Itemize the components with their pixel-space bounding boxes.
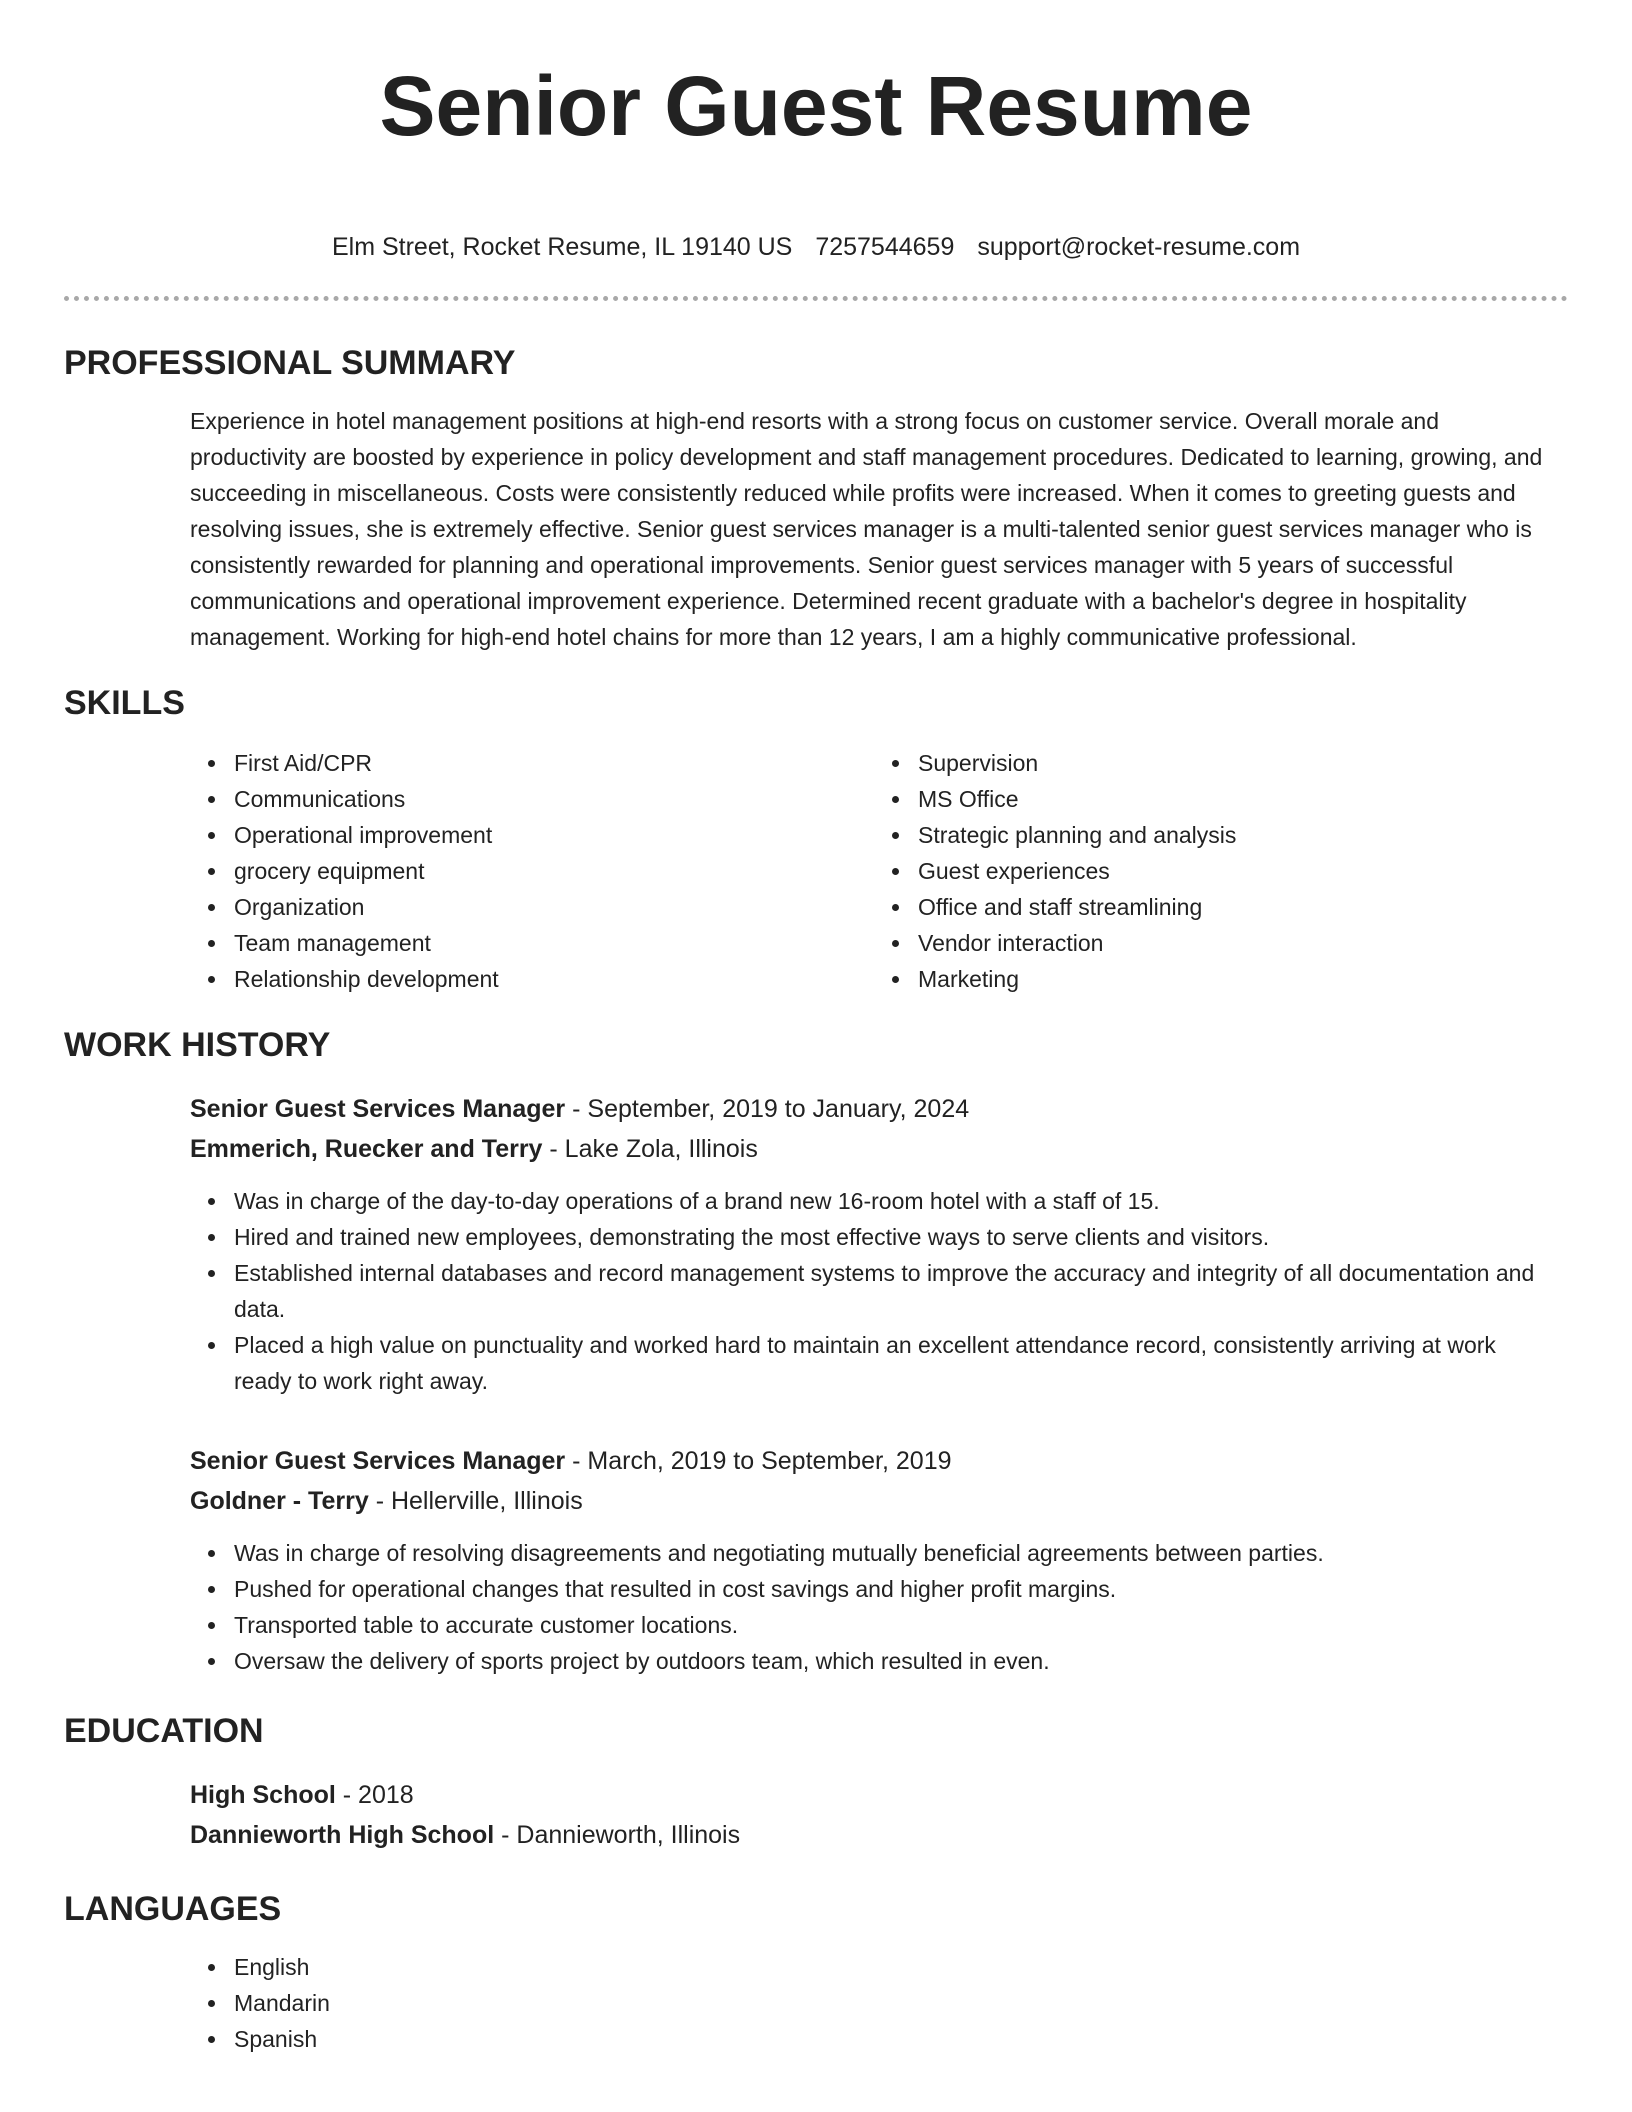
language-item: English [234, 1949, 1558, 1985]
summary-section [190, 403, 1558, 655]
resume-page [64, 0, 1568, 2057]
job-company: Emmerich, Ruecker and Terry [190, 1135, 543, 1163]
job-bullets [190, 1535, 1558, 1679]
language-item: Mandarin [234, 1985, 1558, 2021]
education-year: - 2018 [335, 1781, 414, 1809]
job-bullet: Hired and trained new employees, demonstrating the most effective ways to serve clients and visitors. [234, 1219, 1558, 1255]
contact-email: support@rocket-resume.com [977, 233, 1301, 261]
education-school: Dannieworth High School [190, 1821, 495, 1849]
job-role-line [190, 1441, 1558, 1481]
skill-item: Supervision [918, 745, 1558, 781]
skill-item: Marketing [918, 961, 1558, 997]
job-company-line [190, 1129, 1558, 1169]
skill-item: Team management [234, 925, 874, 961]
job-bullet: Was in charge of the day-to-day operations of a brand new 16-room hotel with a staff of 15. [234, 1183, 1558, 1219]
skills-column-left [190, 745, 874, 997]
job-bullet: Was in charge of resolving disagreements and negotiating mutually beneficial agreements between parties. [234, 1535, 1558, 1571]
languages-list [190, 1949, 1558, 2057]
job-entry [190, 1441, 1558, 1679]
job-location: - Hellerville, Illinois [368, 1487, 583, 1515]
job-location: - Lake Zola, Illinois [542, 1135, 758, 1163]
skills-column-right [874, 745, 1558, 997]
section-title-work-history: WORK HISTORY [64, 1026, 331, 1064]
contact-line [64, 232, 1568, 262]
section-title-languages: LANGUAGES [64, 1890, 282, 1928]
job-bullet: Placed a high value on punctuality and worked hard to maintain an excellent attendance record, consistently arriving at work ready to work right away. [234, 1327, 1558, 1399]
skill-item: Operational improvement [234, 817, 874, 853]
job-company-line [190, 1481, 1558, 1521]
section-title-education: EDUCATION [64, 1712, 264, 1750]
contact-address: Elm Street, Rocket Resume, IL 19140 US [331, 233, 793, 261]
job-company: Goldner - Terry [190, 1487, 369, 1515]
skill-item: Office and staff streamlining [918, 889, 1558, 925]
education-location: - Dannieworth, Illinois [494, 1821, 741, 1849]
skill-item: Strategic planning and analysis [918, 817, 1558, 853]
job-bullet: Oversaw the delivery of sports project by outdoors team, which resulted in even. [234, 1643, 1558, 1679]
language-item: Spanish [234, 2021, 1558, 2057]
skill-item: MS Office [918, 781, 1558, 817]
skill-item: Guest experiences [918, 853, 1558, 889]
skill-item: Communications [234, 781, 874, 817]
section-title-skills: SKILLS [64, 684, 185, 722]
skills-section [190, 745, 1558, 997]
job-bullets [190, 1183, 1558, 1399]
skill-item: Relationship development [234, 961, 874, 997]
education-degree: High School [190, 1781, 336, 1809]
skill-item: grocery equipment [234, 853, 874, 889]
header-divider [64, 296, 1568, 301]
job-role: Senior Guest Services Manager [190, 1095, 566, 1123]
languages-section [190, 1949, 1558, 2057]
summary-text: Experience in hotel management positions at high-end resorts with a strong focus on customer service. Overall morale and productivity are boosted by experience in policy development and staff management procedures. Dedicated to learning, growing, and succeeding in miscellaneous. Costs were consistently reduced while profits were increased. When it comes to greeting guests and resolving issues, she is extremely effective. Senior guest services manager is a multi-talented senior guest services manager who is consistently rewarded for planning and operational improvements. Senior guest services manager with 5 years of successful communications and operational improvement experience. Determined recent graduate with a bachelor's degree in hospitality management. Working for high-end hotel chains for more than 12 years, I am a highly communicative professional. [190, 408, 1543, 650]
skill-item: First Aid/CPR [234, 745, 874, 781]
education-school-line [190, 1815, 1558, 1855]
skill-item: Organization [234, 889, 874, 925]
job-dates: - September, 2019 to January, 2024 [565, 1095, 970, 1123]
job-bullet: Transported table to accurate customer locations. [234, 1607, 1558, 1643]
skills-grid [190, 745, 1558, 997]
job-bullet: Established internal databases and record management systems to improve the accuracy and integrity of all documentation and data. [234, 1255, 1558, 1327]
skill-item: Vendor interaction [918, 925, 1558, 961]
education-degree-line [190, 1775, 1558, 1815]
job-entry [190, 1089, 1558, 1399]
job-dates: - March, 2019 to September, 2019 [565, 1447, 952, 1475]
job-role-line [190, 1089, 1558, 1129]
resume-name: Senior Guest Resume [379, 59, 1253, 153]
job-bullet: Pushed for operational changes that resulted in cost savings and higher profit margins. [234, 1571, 1558, 1607]
work-history-section [190, 1089, 1558, 1679]
education-section [190, 1775, 1558, 1855]
job-role: Senior Guest Services Manager [190, 1447, 566, 1475]
section-title-summary: PROFESSIONAL SUMMARY [64, 344, 516, 382]
contact-phone: 7257544659 [815, 233, 955, 261]
